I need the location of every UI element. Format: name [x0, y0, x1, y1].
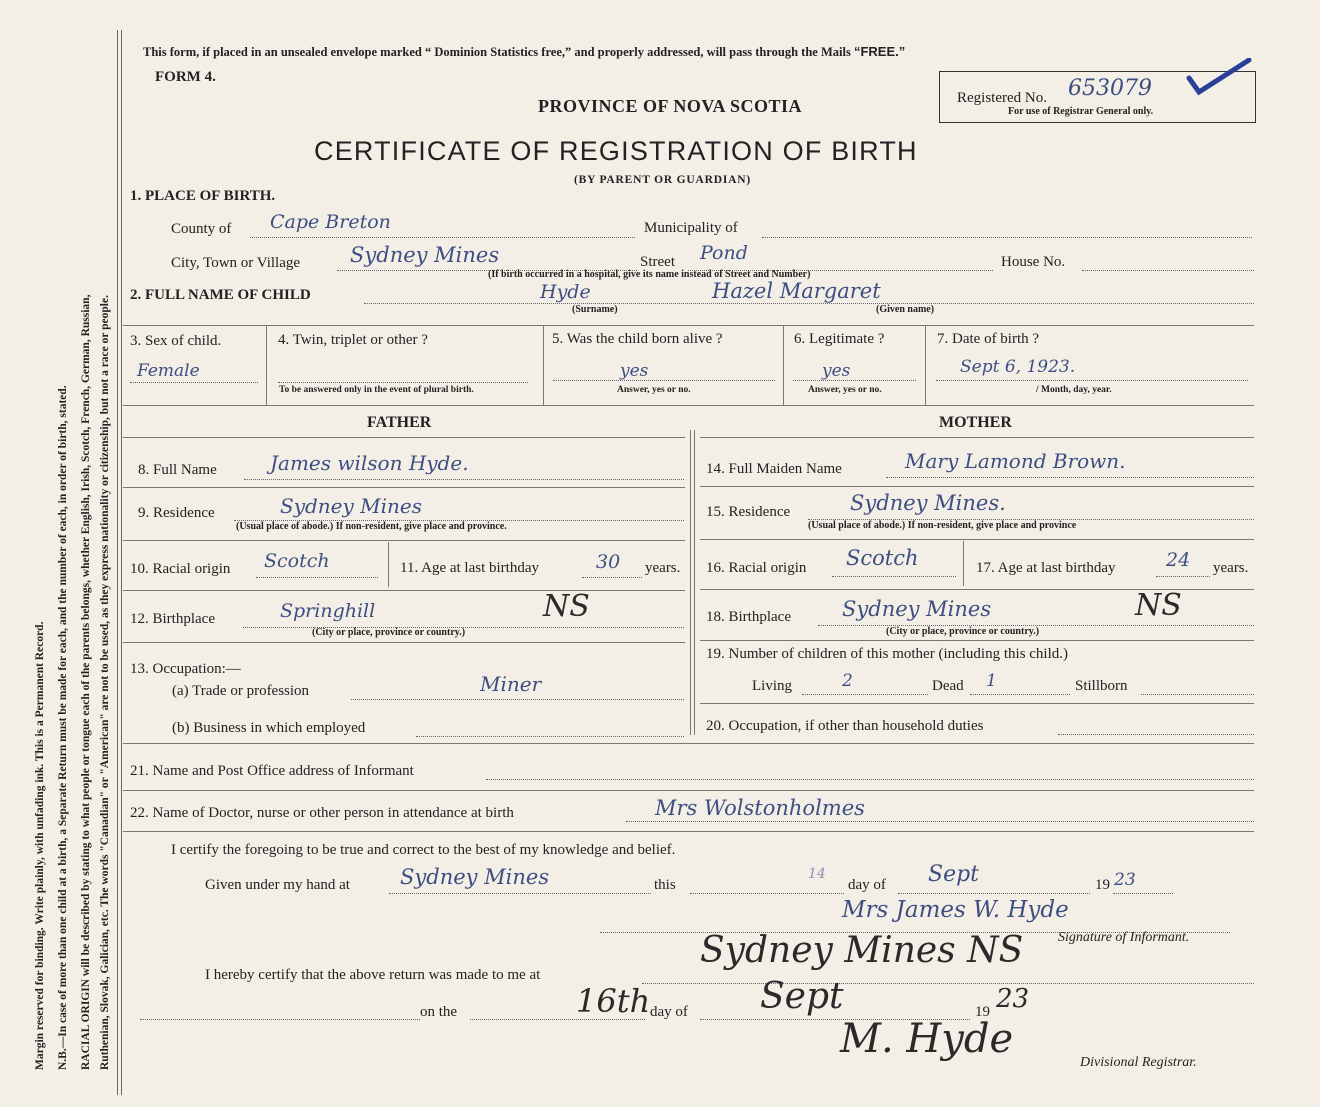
children-count-label: 19. Number of children of this mother (including this child.) — [706, 646, 1069, 662]
sex-value: Female — [137, 361, 200, 381]
dob-note: / Month, day, year. — [1036, 385, 1112, 395]
registered-value: 653079 — [1068, 76, 1152, 101]
hospital-note: (If birth occurred in a hospital, give its name instead of Street and Number) — [488, 269, 811, 280]
given-name-caption: (Given name) — [876, 304, 935, 315]
informant-signature-caption: Signature of Informant. — [1058, 930, 1190, 945]
doctor-label: 22. Name of Doctor, nurse or other person in attendance at birth — [130, 805, 514, 821]
mail-notice — [143, 44, 905, 60]
county-label: County of — [171, 221, 232, 237]
registrar-place: Sydney Mines NS — [700, 930, 1024, 971]
checkmark-icon — [1185, 58, 1255, 98]
father-occupation-label: 13. Occupation:— — [130, 661, 241, 677]
mother-occupation-label: 20. Occupation, if other than household duties — [706, 718, 984, 734]
father-name-label: 8. Full Name — [138, 462, 217, 478]
alive-value: yes — [620, 361, 649, 381]
certificate-subtitle: (BY PARENT OR GUARDIAN) — [574, 174, 751, 186]
doctor-value: Mrs Wolstonholmes — [655, 796, 865, 820]
margin-note-binding: Margin reserved for binding. Write plainly, with unfading ink. This is a Permanent Record. — [34, 621, 46, 1070]
mother-birthplace-value: Sydney Mines — [842, 597, 992, 621]
informant-month: Sept — [928, 862, 980, 887]
alive-note: Answer, yes or no. — [617, 385, 691, 395]
mother-racial-label: 16. Racial origin — [706, 560, 807, 576]
father-residence-value: Sydney Mines — [280, 494, 423, 518]
father-birthplace-label: 12. Birthplace — [130, 611, 215, 627]
registrar-day-of-label: day of — [650, 1004, 688, 1020]
dob-value: Sept 6, 1923. — [960, 357, 1076, 377]
margin-rule-inner — [121, 30, 122, 1095]
child-surname: Hyde — [540, 281, 591, 303]
mother-birthplace-note: (City or place, province or country.) — [886, 626, 1040, 637]
this-day: 14 — [808, 866, 826, 882]
mail-notice-text: This form, if placed in an unsealed envelope marked “ Dominion Statistics free,” and properly addressed, will pass through the Mails — [143, 45, 854, 59]
twin-label: 4. Twin, triplet or other ? — [278, 332, 428, 348]
margin-note-plural-birth: N.B.—In case of more than one child at a birth, a Separate Return must be made for each, and the number of each, in order of birth, stated. — [57, 385, 69, 1070]
registrar-certify: I hereby certify that the above return was made to me at — [205, 967, 541, 983]
stillborn-label: Stillborn — [1075, 678, 1128, 694]
informant-year-prefix: 19 — [1095, 877, 1110, 893]
registrar-general-note: For use of Registrar General only. — [1008, 106, 1154, 117]
registrar-signature: M. Hyde — [840, 1016, 1014, 1062]
surname-caption: (Surname) — [572, 304, 618, 315]
mother-age-value: 24 — [1166, 549, 1191, 571]
father-birthplace-note: (City or place, province or country.) — [312, 627, 466, 638]
father-heading: FATHER — [367, 414, 432, 431]
trade-value: Miner — [480, 672, 542, 696]
father-age-label: 11. Age at last birthday — [400, 560, 539, 576]
informant-day-of-label: day of — [848, 877, 886, 893]
this-label: this — [654, 877, 676, 893]
county-value: Cape Breton — [270, 211, 391, 233]
given-place: Sydney Mines — [400, 865, 550, 889]
dead-label: Dead — [932, 678, 964, 694]
margin-rule — [117, 30, 118, 1095]
registrar-month: Sept — [760, 976, 844, 1017]
dead-value: 1 — [986, 671, 997, 691]
certificate-title: CERTIFICATE OF REGISTRATION OF BIRTH — [314, 136, 918, 166]
registrar-day: 16th — [576, 982, 651, 1020]
father-racial-label: 10. Racial origin — [130, 561, 231, 577]
house-no-label: House No. — [1001, 254, 1066, 270]
registered-label: Registered No. — [957, 90, 1047, 106]
informant-signature: Mrs James W. Hyde — [842, 897, 1069, 923]
father-birthplace-prov: NS — [543, 589, 590, 624]
legitimate-value: yes — [822, 361, 851, 381]
mother-name-value: Mary Lamond Brown. — [905, 449, 1126, 473]
mother-residence-value: Sydney Mines. — [850, 491, 1006, 515]
legitimate-note: Answer, yes or no. — [808, 385, 882, 395]
trade-label: (a) Trade or profession — [172, 683, 310, 699]
municipality-label: Municipality of — [644, 220, 738, 236]
father-residence-label: 9. Residence — [138, 505, 215, 521]
place-of-birth-label: 1. PLACE OF BIRTH. — [130, 188, 276, 204]
province-title: PROVINCE OF NOVA SCOTIA — [538, 96, 803, 116]
father-age-value: 30 — [596, 551, 621, 573]
father-racial-value: Scotch — [264, 550, 330, 572]
mother-birthplace-label: 18. Birthplace — [706, 609, 791, 625]
father-age-unit: years. — [645, 560, 681, 576]
dob-label: 7. Date of birth ? — [937, 331, 1040, 347]
mother-residence-note: (Usual place of abode.) If non-resident, give place and province — [808, 520, 1077, 531]
living-label: Living — [752, 678, 792, 694]
mother-age-unit: years. — [1213, 560, 1249, 576]
child-given-names: Hazel Margaret — [712, 279, 881, 303]
registrar-year-prefix: 19 — [975, 1004, 990, 1020]
street-label: Street — [640, 254, 675, 270]
form-number: FORM 4. — [155, 69, 216, 85]
mother-residence-label: 15. Residence — [706, 504, 791, 520]
twin-note: To be answered only in the event of plural birth. — [279, 385, 474, 395]
mother-birthplace-prov: NS — [1135, 588, 1182, 623]
sex-label: 3. Sex of child. — [130, 333, 222, 349]
mail-notice-free: “FREE.” — [853, 44, 906, 59]
father-name-value: James wilson Hyde. — [270, 451, 469, 475]
mother-name-label: 14. Full Maiden Name — [706, 461, 842, 477]
informant-certify: I certify the foregoing to be true and correct to the best of my knowledge and belief. — [171, 842, 676, 858]
business-label: (b) Business in which employed — [172, 720, 366, 736]
informant-year-suffix: 23 — [1114, 870, 1136, 890]
margin-note-racial-origin-cont: Ruthenian, Slovak, Galician, etc. The words "Canadian" or "American" are not to be used, as they express nationality or citizenship, but not a race or people. — [99, 295, 111, 1070]
margin-note-racial-origin: RACIAL ORIGIN will be described by stating to what people or tongue each of the parents belongs, whether English, Irish, Scotch, French, German, Russian, — [80, 294, 92, 1070]
registrar-year-suffix: 23 — [996, 984, 1030, 1014]
city-value: Sydney Mines — [350, 243, 500, 267]
father-residence-note: (Usual place of abode.) If non-resident, give place and province. — [236, 521, 507, 532]
child-name-label: 2. FULL NAME OF CHILD — [130, 287, 311, 303]
street-value: Pond — [700, 242, 748, 264]
legitimate-label: 6. Legitimate ? — [794, 331, 885, 347]
mother-racial-value: Scotch — [846, 546, 919, 570]
on-the-label: on the — [420, 1004, 458, 1020]
mother-heading: MOTHER — [939, 414, 1012, 431]
registrar-caption: Divisional Registrar. — [1080, 1055, 1197, 1070]
city-label: City, Town or Village — [171, 255, 301, 271]
father-birthplace-value: Springhill — [280, 600, 376, 622]
mother-age-label: 17. Age at last birthday — [976, 560, 1116, 576]
informant-label: 21. Name and Post Office address of Informant — [130, 763, 414, 779]
given-label: Given under my hand at — [205, 877, 350, 893]
alive-label: 5. Was the child born alive ? — [552, 331, 723, 347]
living-value: 2 — [842, 671, 853, 691]
